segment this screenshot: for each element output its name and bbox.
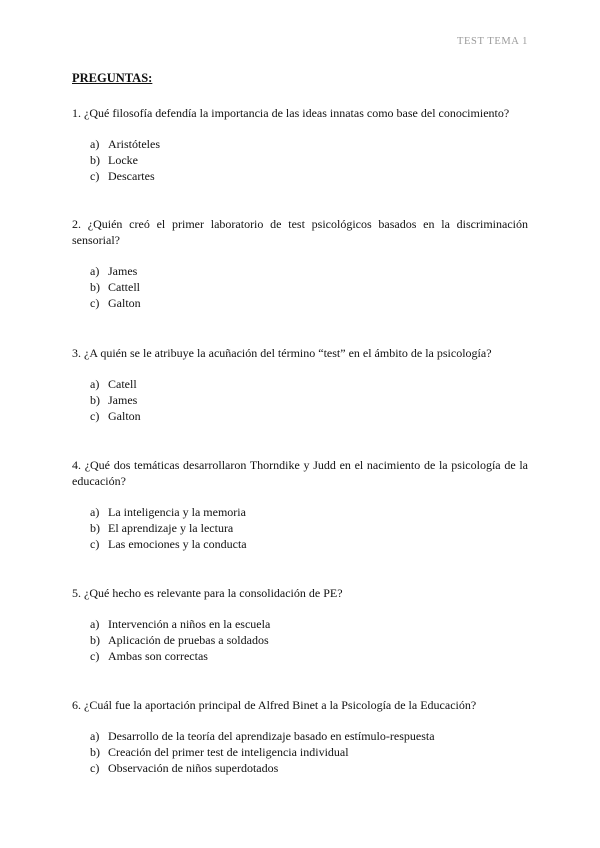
option-text: Las emociones y la conducta bbox=[108, 537, 247, 551]
option-text: Desarrollo de la teoría del aprendizaje basado en estímulo-respuesta bbox=[108, 729, 435, 743]
answer-option-b bbox=[72, 392, 528, 408]
answer-option-a bbox=[72, 728, 528, 744]
answer-option-c bbox=[72, 648, 528, 664]
answer-options bbox=[72, 136, 528, 184]
option-text: Galton bbox=[108, 409, 141, 423]
answer-option-a bbox=[72, 376, 528, 392]
option-letter: a) bbox=[90, 137, 100, 151]
option-letter: c) bbox=[90, 169, 100, 183]
option-letter: a) bbox=[90, 505, 100, 519]
option-letter: b) bbox=[90, 280, 100, 294]
option-text: La inteligencia y la memoria bbox=[108, 505, 246, 519]
answer-option-b bbox=[72, 279, 528, 295]
answer-options bbox=[72, 616, 528, 664]
option-letter: c) bbox=[90, 537, 100, 551]
question-text: 2. ¿Quién creó el primer laboratorio de test psicológicos basados en la discriminación sensorial? bbox=[72, 217, 528, 247]
answer-option-c bbox=[72, 760, 528, 776]
option-letter: b) bbox=[90, 633, 100, 647]
option-text: Cattell bbox=[108, 280, 140, 294]
option-text: Ambas son correctas bbox=[108, 649, 208, 663]
option-text: James bbox=[108, 393, 138, 407]
question-1 bbox=[72, 105, 528, 184]
question-6 bbox=[72, 697, 528, 776]
question-5 bbox=[72, 585, 528, 664]
option-letter: c) bbox=[90, 761, 100, 775]
option-letter: b) bbox=[90, 521, 100, 535]
option-letter: a) bbox=[90, 729, 100, 743]
answer-option-b bbox=[72, 632, 528, 648]
question-2 bbox=[72, 216, 528, 311]
answer-option-c bbox=[72, 295, 528, 311]
option-letter: c) bbox=[90, 649, 100, 663]
answer-options bbox=[72, 376, 528, 424]
option-text: James bbox=[108, 264, 138, 278]
question-text: 1. ¿Qué filosofía defendía la importancia de las ideas innatas como base del conocimiento? bbox=[72, 106, 510, 120]
option-text: Aplicación de pruebas a soldados bbox=[108, 633, 269, 647]
option-text: Galton bbox=[108, 296, 141, 310]
option-text: Catell bbox=[108, 377, 137, 391]
question-4 bbox=[72, 457, 528, 552]
option-text: Aristóteles bbox=[108, 137, 160, 151]
option-letter: a) bbox=[90, 617, 100, 631]
option-text: Observación de niños superdotados bbox=[108, 761, 279, 775]
question-3 bbox=[72, 345, 528, 424]
option-letter: b) bbox=[90, 745, 100, 759]
answer-option-a bbox=[72, 136, 528, 152]
answer-option-b bbox=[72, 744, 528, 760]
option-letter: b) bbox=[90, 393, 100, 407]
option-letter: b) bbox=[90, 153, 100, 167]
answer-option-a bbox=[72, 263, 528, 279]
option-text: El aprendizaje y la lectura bbox=[108, 521, 234, 535]
option-text: Descartes bbox=[108, 169, 155, 183]
answer-options bbox=[72, 728, 528, 776]
answer-option-b bbox=[72, 520, 528, 536]
answer-option-c bbox=[72, 168, 528, 184]
answer-option-a bbox=[72, 616, 528, 632]
answer-option-a bbox=[72, 504, 528, 520]
option-letter: a) bbox=[90, 377, 100, 391]
option-text: Locke bbox=[108, 153, 138, 167]
answer-options bbox=[72, 263, 528, 311]
question-text: 6. ¿Cuál fue la aportación principal de Alfred Binet a la Psicología de la Educación? bbox=[72, 698, 477, 712]
option-text: Creación del primer test de inteligencia individual bbox=[108, 745, 349, 759]
question-text: 5. ¿Qué hecho es relevante para la consolidación de PE? bbox=[72, 586, 343, 600]
option-letter: c) bbox=[90, 296, 100, 310]
answer-option-c bbox=[72, 408, 528, 424]
answer-option-c bbox=[72, 536, 528, 552]
section-heading: PREGUNTAS: bbox=[72, 71, 153, 85]
answer-options bbox=[72, 504, 528, 552]
question-text: 4. ¿Qué dos temáticas desarrollaron Thorndike y Judd en el nacimiento de la psicología de la educación? bbox=[72, 458, 528, 488]
page-header-title: TEST TEMA 1 bbox=[457, 36, 528, 47]
option-text: Intervención a niños en la escuela bbox=[108, 617, 271, 631]
answer-option-b bbox=[72, 152, 528, 168]
question-text: 3. ¿A quién se le atribuye la acuñación del término “test” en el ámbito de la psicología? bbox=[72, 346, 492, 360]
option-letter: c) bbox=[90, 409, 100, 423]
option-letter: a) bbox=[90, 264, 100, 278]
